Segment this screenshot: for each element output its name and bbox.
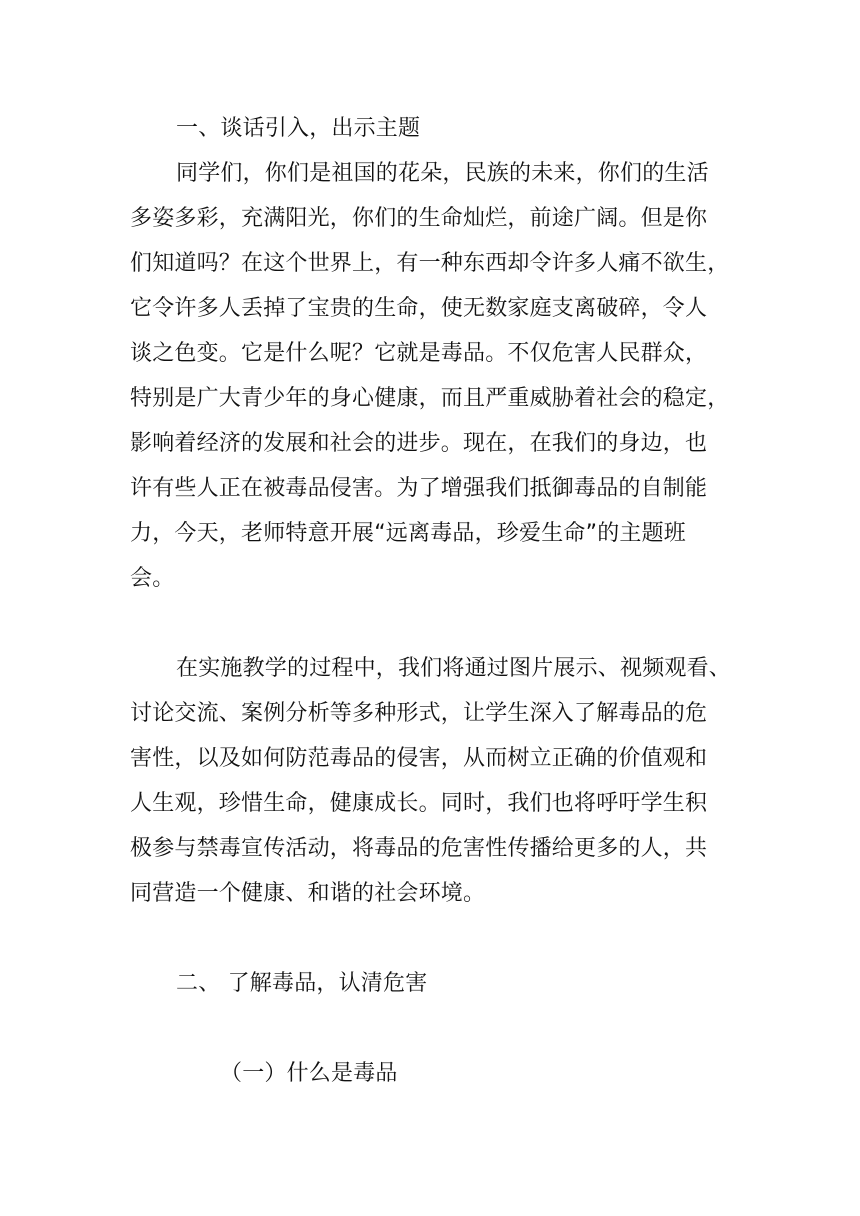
paragraph-line: 会。 (130, 566, 175, 591)
section-1-heading: 一、谈话引入，出示主题 (176, 116, 421, 141)
section-2-subheading: （一）什么是毒品 (220, 1061, 398, 1086)
paragraph-line: 害性，以及如何防范毒品的侵害，从而树立正确的价值观和 (130, 746, 708, 771)
paragraph-line: 在实施教学的过程中，我们将通过图片展示、视频观看、 (176, 656, 732, 681)
paragraph-line: 特别是广大青少年的身心健康，而且严重威胁着社会的稳定， (130, 386, 730, 411)
paragraph-line: 谈之色变。它是什么呢？它就是毒品。不仅危害人民群众， (130, 341, 708, 366)
paragraph-line: 影响着经济的发展和社会的进步。现在，在我们的身边，也 (130, 431, 708, 456)
paragraph-line: 们知道吗？在这个世界上，有一种东西却令许多人痛不欲生， (130, 251, 730, 276)
paragraph-line: 力，今天，老师特意开展“远离毒品，珍爱生命”的主题班 (130, 521, 686, 546)
paragraph-line: 多姿多彩，充满阳光，你们的生命灿烂，前途广阔。但是你 (130, 206, 708, 231)
paragraph-line: 讨论交流、案例分析等多种形式，让学生深入了解毒品的危 (130, 701, 708, 726)
paragraph-line: 极参与禁毒宣传活动，将毒品的危害性传播给更多的人，共 (130, 836, 708, 861)
paragraph-line: 人生观，珍惜生命，健康成长。同时，我们也将呼吁学生积 (130, 791, 708, 816)
paragraph-line: 许有些人正在被毒品侵害。为了增强我们抵御毒品的自制能 (130, 476, 708, 501)
section-2-heading: 二、 了解毒品，认清危害 (176, 971, 428, 996)
paragraph-line: 同营造一个健康、和谐的社会环境。 (130, 881, 486, 906)
paragraph-line: 它令许多人丢掉了宝贵的生命，使无数家庭支离破碎，令人 (130, 296, 708, 321)
paragraph-line: 同学们，你们是祖国的花朵，民族的未来，你们的生活 (176, 161, 709, 186)
